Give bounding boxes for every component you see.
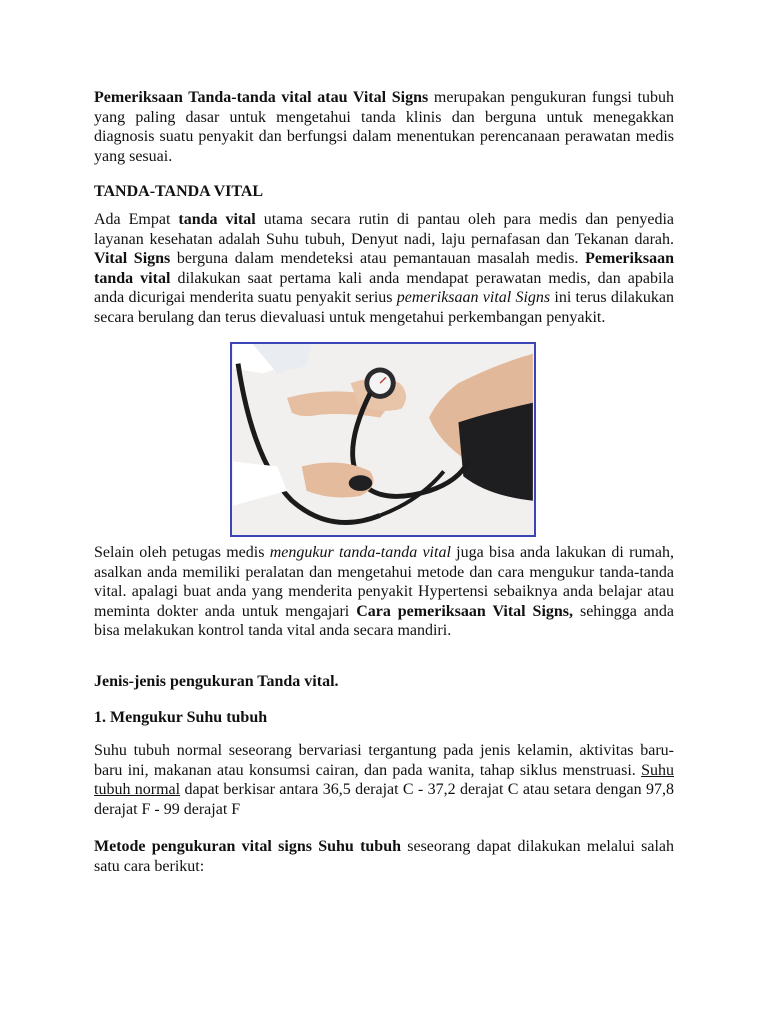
heading-tanda-vital: TANDA-TANDA VITAL bbox=[94, 183, 264, 200]
p5-bold-1: Metode pengukuran vital signs Suhu tubuh bbox=[94, 838, 401, 855]
p3-text-3: sehingga anda bisa melakukan kontrol tanda vital anda secara mandiri. bbox=[94, 602, 674, 640]
p2-italic-1: pemeriksaan vital Signs bbox=[396, 289, 551, 307]
p4-underline-1: Suhu tubuh normal bbox=[94, 761, 674, 799]
intro-text: merupakan pengukuran fungsi tubuh yang paling dasar untuk mengetahui tanda klinis dan berguna untuk menegakkan diagnosis suatu penyakit dan berfungsi dalam menentukan perencanaan perawatan medis yang sesuai. bbox=[94, 89, 674, 165]
p3-text-2: juga bisa anda lakukan di rumah, asalkan anda memiliki peralatan dan mengetahui metode dan cara mengukur tanda-tanda vital. apalagi buat anda yang menderita penyakit Hypertensi sebaiknya anda belajar atau meminta dokter anda untuk mengajari bbox=[94, 544, 675, 620]
heading-jenis: Jenis-jenis pengukuran Tanda vital. bbox=[94, 673, 339, 690]
method-paragraph bbox=[94, 837, 674, 876]
p2-bold-3: Pemeriksaan tanda vital bbox=[94, 250, 674, 287]
p5-text-1: seseorang dapat dilakukan melalui salah satu cara berikut: bbox=[94, 838, 674, 875]
p4-text-1: Suhu tubuh normal seseorang bervariasi tergantung pada jenis kelamin, aktivitas baru-baru ini, makanan atau konsumsi cairan, dan pada wanita, tahap siklus menstruasi. bbox=[94, 742, 674, 779]
p2-text-1: Ada Empat bbox=[94, 211, 179, 228]
home-measurement-paragraph bbox=[94, 543, 674, 641]
blood-pressure-illustration bbox=[232, 344, 534, 535]
p3-bold-1: Cara pemeriksaan Vital Signs, bbox=[356, 602, 574, 620]
p2-text-4: dilakukan saat pertama kali anda mendapat perawatan medis, dan apabila anda dicurigai menderita suatu penyakit serius bbox=[94, 269, 674, 307]
body-temperature-paragraph bbox=[94, 741, 674, 819]
heading-suhu-tubuh: 1. Mengukur Suhu tubuh bbox=[94, 709, 268, 726]
p2-text-5: ini terus dilakukan secara berulang dan terus dievaluasi untuk mengetahui perkembangan penyakit. bbox=[94, 289, 675, 326]
blood-pressure-photo bbox=[230, 342, 536, 537]
intro-bold: Pemeriksaan Tanda-tanda vital atau Vital Signs bbox=[94, 89, 429, 106]
vital-signs-paragraph bbox=[94, 210, 674, 328]
p2-bold-2: Vital Signs bbox=[94, 250, 171, 268]
p3-text-1: Selain oleh petugas medis bbox=[94, 544, 270, 561]
intro-paragraph bbox=[94, 88, 674, 166]
p2-bold-1: tanda vital bbox=[178, 211, 256, 228]
p4-text-2: dapat berkisar antara 36,5 derajat C - 37,2 derajat C atau setara dengan 97,8 derajat F - 99 derajat F bbox=[94, 781, 674, 818]
p2-text-3: berguna dalam mendeteksi atau pemantauan masalah medis. bbox=[170, 250, 586, 268]
p2-text-2: utama secara rutin di pantau oleh para medis dan penyedia layanan kesehatan adalah Suhu tubuh, Denyut nadi, laju pernafasan dan Tekanan darah. bbox=[94, 211, 675, 248]
p3-italic-1: mengukur tanda-tanda vital bbox=[269, 544, 451, 561]
